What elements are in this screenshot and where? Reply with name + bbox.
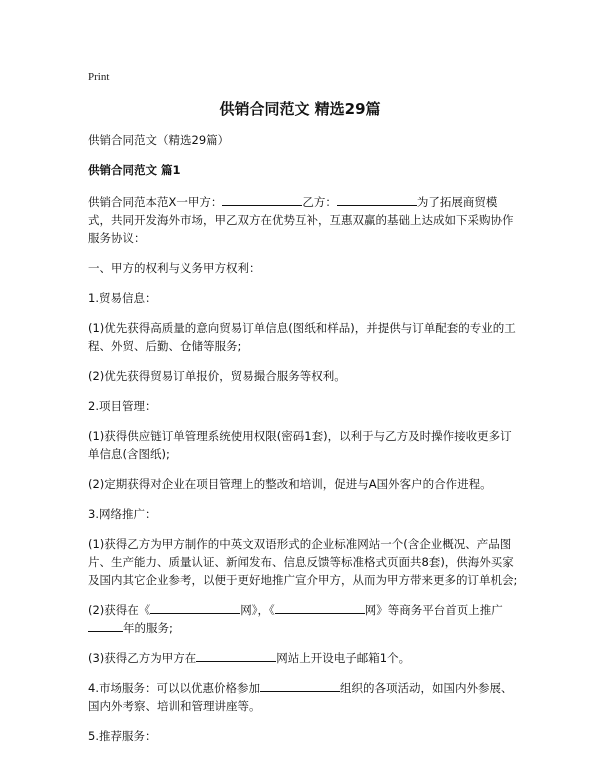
network-item-1: (1)获得乙方为甲方制作的中英文双语形式的企业标准网站一个(含企业概况、产品图片、生产能力、质量认证、新闻发布、信息反馈等标准格式页面共8套)，供海外买家及国内其它企业参考，以便于更好地推广宣介甲方，从而为甲方带来更多的订单机会; <box>88 537 518 587</box>
network-item-3 <box>88 649 520 667</box>
party-a-blank <box>222 193 302 206</box>
project-item-1: (1)获得供应链订单管理系统使用权限(密码1套)，以利于与乙方及时操作接收更多订单信息(含图纸); <box>88 429 512 461</box>
network-item-2 <box>88 601 520 637</box>
print-label[interactable]: Print <box>88 71 110 83</box>
project-item-2: (2)定期获得对企业在项目管理上的整改和培训，促进与A国外客户的合作进程。 <box>88 477 492 491</box>
organizer-blank <box>260 679 340 692</box>
site2-blank <box>275 601 365 614</box>
trade-heading: 1.贸易信息： <box>88 291 157 305</box>
net3-part-a: (3)获得乙方为甲方在 <box>88 651 197 665</box>
rights-heading: 一、甲方的权利与义务甲方权利： <box>88 261 261 275</box>
network-heading: 3.网络推广： <box>88 507 157 521</box>
net2-part-d: 年的服务; <box>123 621 173 635</box>
market-part-a: 4.市场服务：可以以优惠价格参加 <box>88 681 260 695</box>
net2-part-b: 网》，《 <box>240 603 275 617</box>
years-blank <box>88 619 123 632</box>
net2-part-c: 网》等商务平台首页上推广 <box>364 603 503 617</box>
net2-part-a: (2)获得在《 <box>88 603 151 617</box>
intro-part-a: 供销合同范本范X一甲方： <box>88 195 223 209</box>
intro-part-c: 为了拓展商贸模式，共同开发海外市场，甲乙双方在优势互补，互惠双赢的基础上达成如下采购协作服务协议： <box>88 195 514 245</box>
recommend-heading: 5.推荐服务： <box>88 729 157 743</box>
market-paragraph <box>88 679 520 715</box>
market-part-b: 组织的各项活动，如国内外参展、国内外考察、培训和管理讲座等。 <box>88 681 513 713</box>
subtitle: 供销合同范文（精选29篇） <box>88 133 230 147</box>
intro-part-b: 乙方： <box>302 195 337 209</box>
site1-blank <box>150 601 240 614</box>
website-blank <box>196 649 276 662</box>
party-b-blank <box>337 193 417 206</box>
net3-part-b: 网站上开设电子邮箱1个。 <box>276 651 411 665</box>
trade-item-1: (1)优先获得高质量的意向贸易订单信息(图纸和样品)，并提供与订单配套的专业的工程、外贸、后勤、仓储等服务; <box>88 321 516 353</box>
trade-item-2: (2)优先获得贸易订单报价，贸易撮合服务等权利。 <box>88 369 346 383</box>
document-body <box>88 131 520 757</box>
section-heading: 供销合同范文 篇1 <box>88 163 181 177</box>
page-title: 供销合同范文 精选29篇 <box>219 100 381 118</box>
intro-paragraph <box>88 193 520 247</box>
project-heading: 2.项目管理： <box>88 399 157 413</box>
